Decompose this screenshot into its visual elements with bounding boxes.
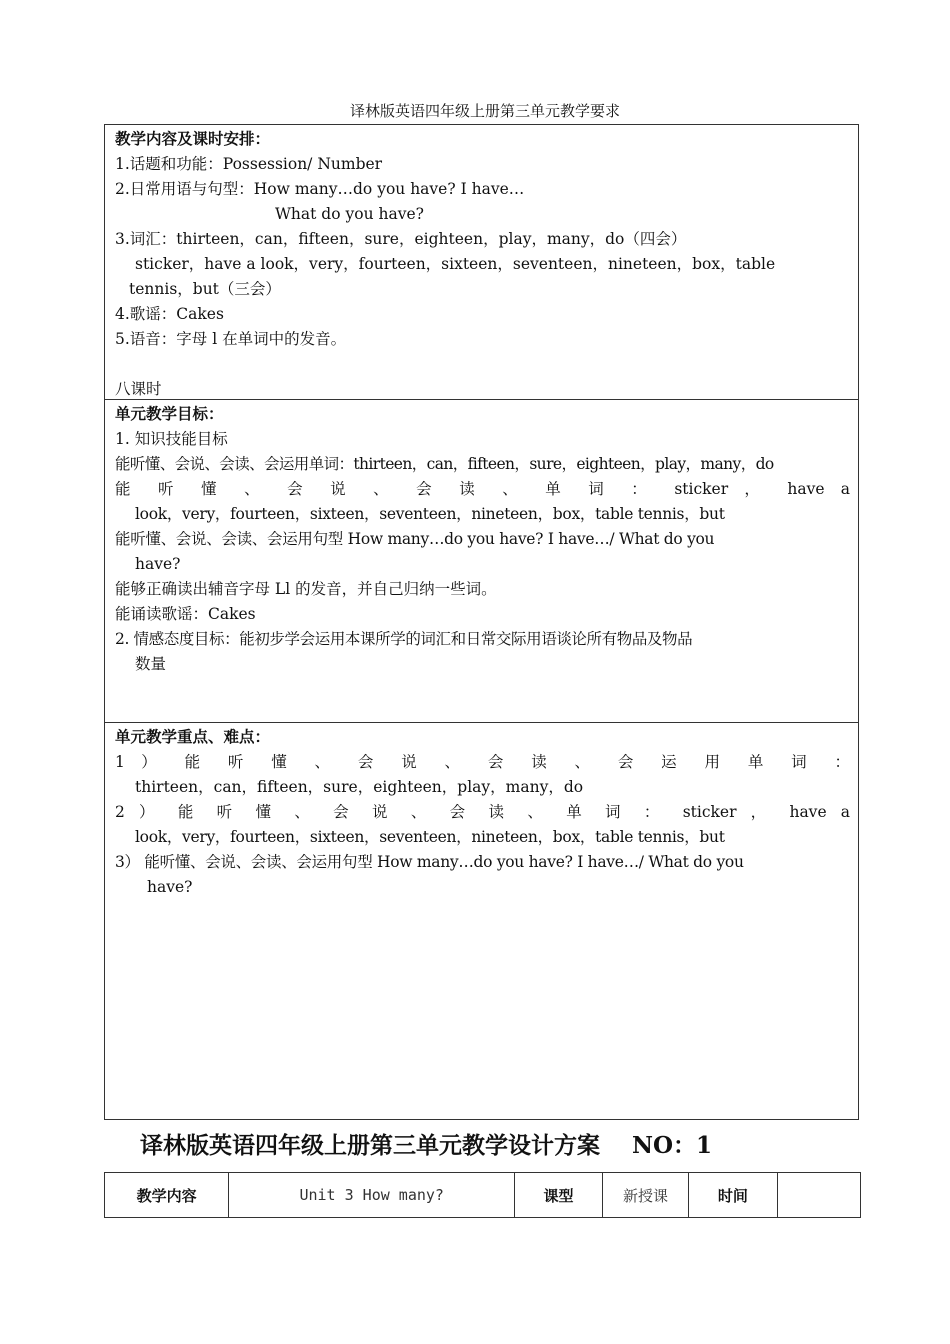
keypoints-line: look，very，fourteen，sixteen，seventeen，nineteen，box，table tennis，but: [135, 828, 725, 846]
goals-line: 能听懂、会说、会读、会运用单词：thirteen，can，fifteen，sure，eighteen，play，many，do: [115, 455, 774, 473]
keypoints-line: 1 ） 能 听 懂 、 会 说 、 会 读 、 会 运 用 单 词 ：: [115, 753, 850, 771]
content-heading: 教学内容及课时安排：: [115, 130, 271, 148]
goals-line: 能诵读歌谣：Cakes: [115, 605, 256, 623]
keypoints-section: [105, 723, 858, 1119]
goals-line: 2. 情感态度目标：能初步学会运用本课所学的词汇和日常交际用语谈论所有物品及物品: [115, 630, 693, 648]
goals-line: 能够正确读出辅音字母 Ll 的发音，并自己归纳一些词。: [115, 580, 497, 598]
content-line: 2.日常用语与句型：How many…do you have? I have…: [115, 180, 525, 198]
goals-line: 1. 知识技能目标: [115, 430, 228, 448]
content-section: [105, 125, 858, 400]
type-value-cell: 新授课: [602, 1173, 688, 1218]
keypoints-heading: 单元教学重点、难点：: [115, 728, 271, 746]
goals-line: 数量: [135, 655, 167, 673]
content-line: 3.词汇：thirteen，can，fifteen，sure，eighteen，play，many，do（四会）: [115, 230, 687, 248]
content-line: What do you have?: [275, 205, 424, 223]
time-value-cell: [777, 1173, 860, 1218]
content-label-cell: 教学内容: [105, 1173, 229, 1218]
table-row: [105, 1173, 861, 1218]
goals-line: 能 听 懂 、 会 说 、 会 读 、 单 词 ： sticker ， have a: [115, 480, 850, 498]
goals-line: have?: [135, 555, 181, 573]
content-value-cell: Unit 3 How many?: [229, 1173, 515, 1218]
requirements-table: [104, 124, 859, 1120]
content-line: 4.歌谣：Cakes: [115, 305, 224, 323]
document-number: NO：1: [632, 1132, 713, 1159]
content-line: [115, 352, 850, 377]
document-title-text: 译林版英语四年级上册第三单元教学设计方案: [140, 1133, 600, 1159]
goals-line: 能听懂、会说、会读、会运用句型 How many…do you have? I have…/ What do you: [115, 530, 715, 548]
goals-line: look，very，fourteen，sixteen，seventeen，nineteen，box，table tennis，but: [135, 505, 725, 523]
keypoints-line: have?: [147, 878, 193, 896]
content-line: sticker，have a look，very，fourteen，sixteen，seventeen，nineteen，box，table: [135, 255, 776, 273]
time-label-cell: 时间: [689, 1173, 777, 1218]
keypoints-line: 3） 能听懂、会说、会读、会运用句型 How many…do you have? I have…/ What do you: [115, 853, 744, 871]
lesson-count: 八课时: [115, 380, 162, 398]
type-label-cell: 课型: [515, 1173, 602, 1218]
goals-section: [105, 400, 858, 723]
lesson-info-table: [104, 1172, 861, 1218]
document-title: [140, 1128, 712, 1164]
keypoints-line: thirteen，can，fifteen，sure，eighteen，play，many，do: [135, 778, 584, 796]
page-header: 译林版英语四年级上册第三单元教学要求: [349, 102, 620, 120]
goals-heading: 单元教学目标：: [115, 405, 224, 423]
content-line: tennis，but（三会）: [129, 280, 281, 298]
content-line: 5.语音：字母 l 在单词中的发音。: [115, 330, 347, 348]
content-line: 1.话题和功能：Possession/ Number: [115, 155, 383, 173]
keypoints-line: 2 ） 能 听 懂 、 会 说 、 会 读 、 单 词 ： sticker ， have a: [115, 803, 850, 821]
